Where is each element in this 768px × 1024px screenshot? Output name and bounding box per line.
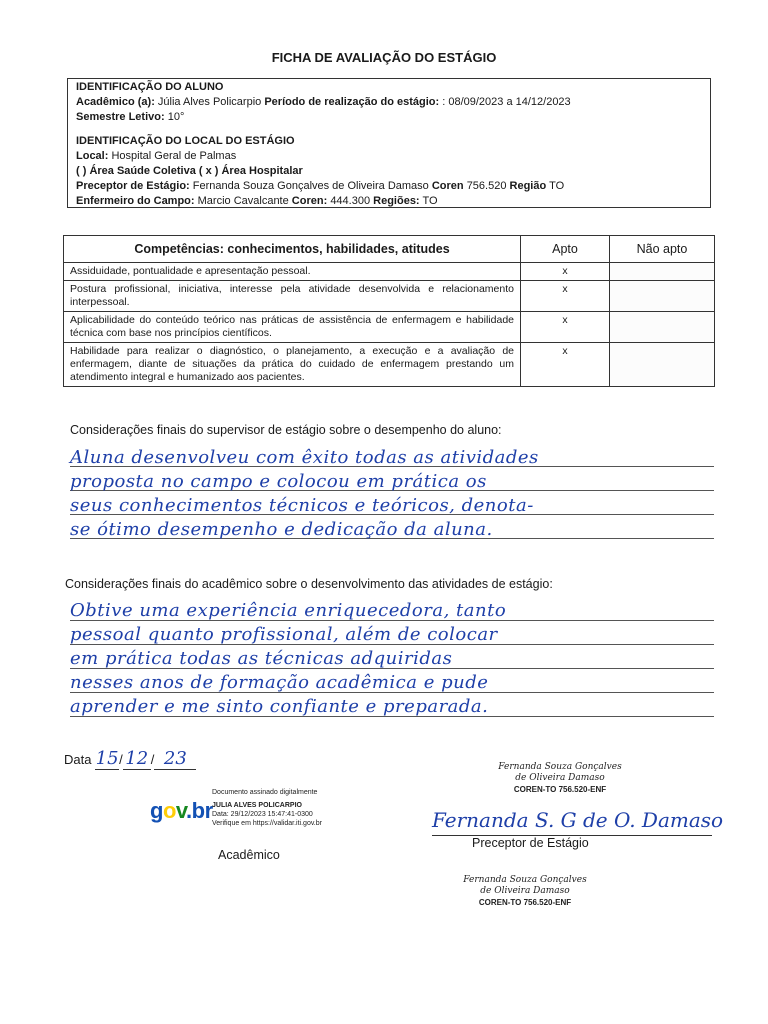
govbr-verify: Verifique em https://validar.iti.gov.br (212, 820, 322, 827)
competency-text: Assiduidade, pontualidade e apresentação pessoal. (64, 263, 521, 281)
govbr-date: Data: 29/12/2023 15:47:41-0300 (212, 811, 313, 818)
supervisor-comment-line: seus conhecimentos técnicos e teóricos, denota- (70, 495, 534, 516)
competencies-table (63, 235, 715, 387)
coren-value: 756.520 (466, 180, 507, 193)
nao-apto-mark (610, 343, 715, 387)
nurse-coren-value: 444.300 (330, 195, 371, 208)
preceptor-signature: Fernanda S. G de O. Damaso (432, 808, 724, 832)
date-label: Data (64, 752, 92, 767)
supervisor-comment-line: se ótimo desempenho e dedicação da aluna. (70, 519, 493, 540)
period-value: : 08/09/2023 a 14/12/2023 (442, 96, 571, 109)
local-value: Hospital Geral de Palmas (111, 149, 237, 162)
stamp-line2: de Oliveira Damaso (515, 773, 605, 783)
supervisor-comment-line: proposta no campo e colocou em prática os (70, 471, 487, 492)
date-month: 12 (123, 748, 151, 770)
bottom-stamp-line2: de Oliveira Damaso (480, 886, 570, 896)
student-comment-line: em prática todas as técnicas adquiridas (70, 648, 453, 669)
supervisor-comment-line: Aluna desenvolveu com êxito todas as atividades (70, 447, 539, 468)
stamp-line3: COREN-TO 756.520-ENF (513, 785, 607, 794)
supervisor-comments-label: Considerações finais do supervisor de estágio sobre o desempenho do aluno: (70, 423, 502, 437)
nao-apto-mark (610, 263, 715, 281)
location-heading: IDENTIFICAÇÃO DO LOCAL DO ESTÁGIO (76, 134, 295, 147)
bottom-stamp-line3: COREN-TO 756.520-ENF (478, 898, 572, 907)
student-comment-line: aprender e me sinto confiante e preparada. (70, 696, 489, 717)
student-comments-label: Considerações finais do acadêmico sobre o desenvolvimento das atividades de estágio: (65, 577, 553, 591)
semester-value: 10° (167, 111, 185, 124)
page-title: FICHA DE AVALIAÇÃO DO ESTÁGIO (271, 50, 497, 65)
bottom-stamp-line1: Fernanda Souza Gonçalves (463, 875, 587, 885)
regioes-value: TO (422, 195, 438, 208)
date-field: Data 15/ 12 / 23 (64, 748, 196, 770)
stamp-line1: Fernanda Souza Gonçalves (498, 762, 622, 772)
preceptor-caption: Preceptor de Estágio (472, 836, 589, 850)
nurse-value: Marcio Cavalcante (197, 195, 289, 208)
nao-apto-header: Não apto (610, 236, 715, 263)
date-day: 15 (95, 748, 119, 769)
apto-mark: x (521, 281, 610, 312)
competencies-header: Competências: conhecimentos, habilidades, atitudes (64, 236, 521, 263)
period-label: Período de realização do estágio: (264, 96, 440, 109)
govbr-name: JULIA ALVES POLICARPIO (212, 802, 302, 809)
nao-apto-mark (610, 312, 715, 343)
nurse-label: Enfermeiro do Campo: (76, 195, 195, 208)
regiao-label: Região (509, 180, 547, 193)
bottom-stamp (460, 875, 590, 909)
regiao-value: TO (549, 180, 565, 193)
student-comments-area (70, 594, 714, 724)
student-heading: IDENTIFICAÇÃO DO ALUNO (76, 81, 224, 93)
preceptor-stamp (495, 762, 625, 796)
student-comment-line: Obtive uma experiência enriquecedora, tanto (70, 600, 507, 621)
nao-apto-mark (610, 281, 715, 312)
academic-caption: Acadêmico (218, 848, 280, 862)
apto-mark: x (521, 343, 610, 387)
semester-label: Semestre Letivo: (76, 111, 165, 124)
govbr-logo: gov.br (150, 798, 213, 823)
table-row (64, 312, 715, 343)
table-row (64, 263, 715, 281)
local-label: Local: (76, 149, 109, 162)
govbr-line1: Documento assinado digitalmente (212, 789, 318, 796)
preceptor-label: Preceptor de Estágio: (76, 180, 190, 193)
preceptor-value: Fernanda Souza Gonçalves de Oliveira Damaso (192, 180, 429, 193)
table-row (64, 343, 715, 387)
area-line: ( ) Área Saúde Coletiva ( x ) Área Hospitalar (76, 165, 303, 178)
academic-label: Acadêmico (a): (76, 96, 155, 109)
date-year: 23 (154, 748, 196, 770)
academic-value: Júlia Alves Policarpio (157, 96, 262, 109)
govbr-signature-block (150, 789, 370, 832)
student-comment-line: pessoal quanto profissional, além de colocar (70, 624, 498, 645)
identification-box (67, 78, 711, 208)
competency-text: Aplicabilidade do conteúdo teórico nas práticas de assistência de enfermagem e habilidade técnica com base nos princípios científicos. (64, 312, 521, 343)
table-header-row (64, 236, 715, 263)
nurse-coren-label: Coren: (291, 195, 328, 208)
regioes-label: Regiões: (373, 195, 420, 208)
competency-text: Habilidade para realizar o diagnóstico, o planejamento, a execução e a avaliação de enfermagem, diante de situações da prática do cuidado de enfermagem prestando um atendimento integral e humanizado aos pacientes. (64, 343, 521, 387)
table-row (64, 281, 715, 312)
apto-header: Apto (521, 236, 610, 263)
apto-mark: x (521, 312, 610, 343)
student-comment-line: nesses anos de formação acadêmica e pude (70, 672, 489, 693)
apto-mark: x (521, 263, 610, 281)
coren-label: Coren (431, 180, 464, 193)
competency-text: Postura profissional, iniciativa, interesse pela atividade desenvolvida e relacionamento interpessoal. (64, 281, 521, 312)
supervisor-comments-area (70, 440, 714, 550)
